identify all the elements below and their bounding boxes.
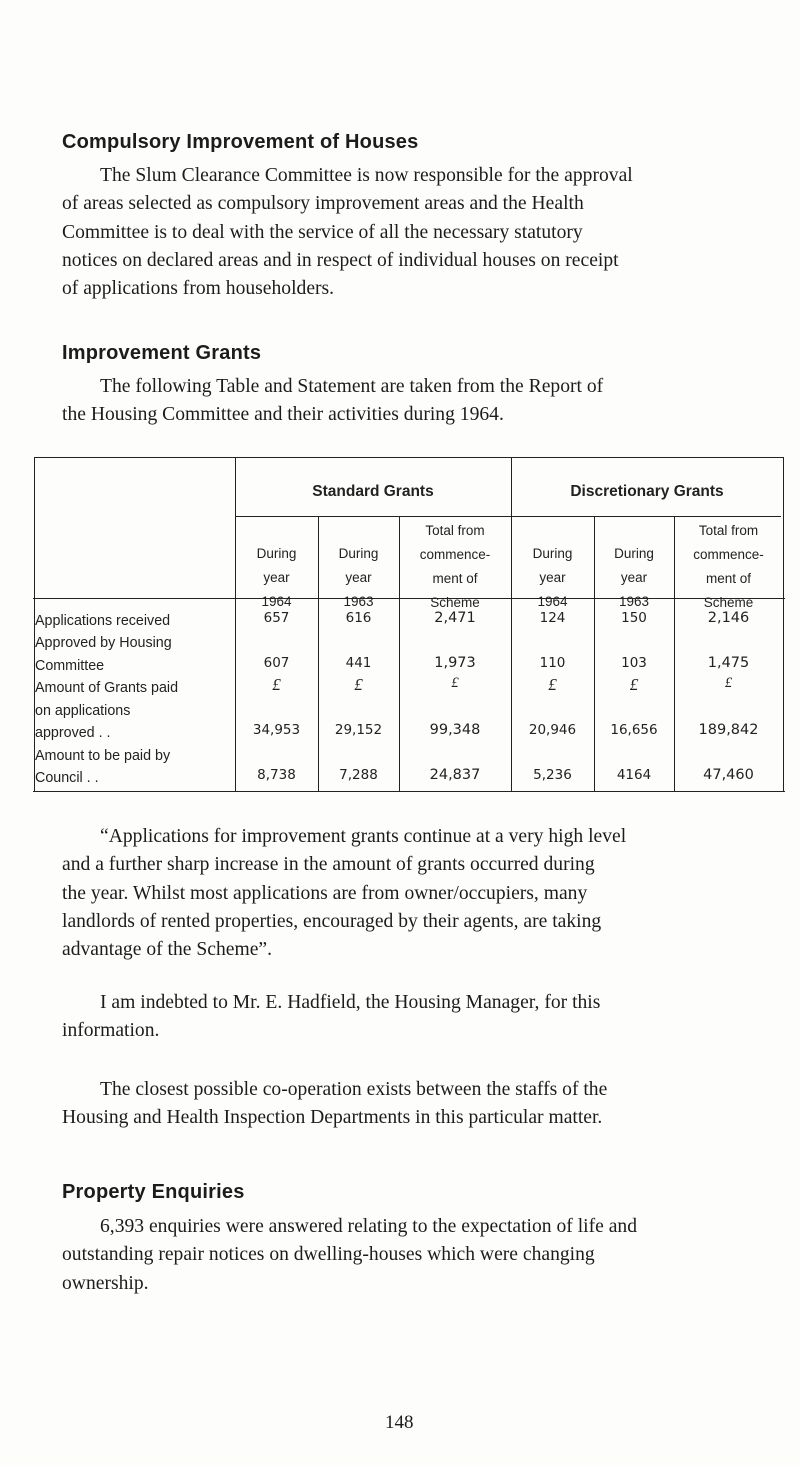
heading-property-enquiries: Property Enquiries xyxy=(62,1181,245,1203)
grants-table xyxy=(33,457,785,793)
text-line: landlords of rented properties, encouraged by their agents, are taking xyxy=(62,910,602,932)
table-header-rule xyxy=(235,516,781,517)
text-line: The following Table and Statement are taken from the Report of xyxy=(100,376,604,397)
column-header xyxy=(511,542,594,614)
row-label: Amount to be paid by xyxy=(35,748,171,764)
column-header-line: 1963 xyxy=(618,594,650,609)
text-line: information. xyxy=(62,1020,160,1042)
cell-applications-received: 2,471 xyxy=(434,610,476,626)
cell-currency-unit: £ xyxy=(272,675,281,694)
paragraph-compulsory xyxy=(62,162,742,303)
cell-amount-to-council: 8,738 xyxy=(257,767,296,783)
cell-applications-received: 616 xyxy=(345,610,372,626)
row-label: Committee xyxy=(35,658,105,674)
paragraph-statement xyxy=(62,823,742,964)
cell-currency-unit: £ xyxy=(629,675,639,694)
cell-applications-received: 150 xyxy=(621,610,647,626)
table-right-rule xyxy=(783,457,784,792)
cell-grants-paid: 20,946 xyxy=(528,722,577,738)
column-header xyxy=(318,542,399,614)
column-header-line: During xyxy=(614,546,654,561)
text-line: The closest possible co-operation exists between the staffs of the xyxy=(100,1079,608,1100)
column-header-line: 1963 xyxy=(343,594,374,609)
paragraph-indebted xyxy=(62,989,742,1046)
column-header-line: ment of xyxy=(705,571,752,586)
paragraph-cooperation xyxy=(62,1076,742,1133)
cell-currency-unit: £ xyxy=(451,675,459,691)
column-header-line: 1964 xyxy=(537,594,568,609)
text-line: 6,393 enquiries were answered relating to the expectation of life and xyxy=(100,1216,637,1237)
row-label: approved . . xyxy=(35,725,111,741)
table-bottom-rule xyxy=(33,791,785,792)
cell-amount-to-council: 4164 xyxy=(616,767,652,783)
text-line: outstanding repair notices on dwelling-houses which were changing xyxy=(62,1244,595,1266)
group-header-standard: Standard Grants xyxy=(312,483,434,500)
text-line: The Slum Clearance Committee is now responsible for the approval xyxy=(100,165,633,186)
cell-grants-paid: 99,348 xyxy=(429,722,481,738)
paragraph-enquiries xyxy=(62,1213,742,1298)
text-line: and a further sharp increase in the amount of grants occurred during xyxy=(62,854,595,876)
row-label: Approved by Housing xyxy=(35,635,172,651)
column-header-line: Scheme xyxy=(703,595,754,610)
column-header-line: Total from xyxy=(698,523,759,538)
group-header-discretionary: Discretionary Grants xyxy=(570,483,724,500)
column-header-line: year xyxy=(539,570,566,585)
cell-currency-unit: £ xyxy=(354,675,363,694)
column-header-line: 1964 xyxy=(261,594,292,609)
cell-grants-paid: 29,152 xyxy=(334,722,383,738)
text-line: the year. Whilst most applications are from owner/occupiers, many xyxy=(62,882,588,904)
row-label: Council . . xyxy=(35,770,99,786)
cell-amount-to-council: 5,236 xyxy=(533,767,572,783)
text-line: ownership. xyxy=(62,1272,149,1294)
row-label: on applications xyxy=(35,703,131,719)
column-header xyxy=(235,542,318,614)
column-header xyxy=(594,542,674,614)
paragraph-grants-intro xyxy=(62,373,742,430)
cell-amount-to-council: 24,837 xyxy=(429,767,481,783)
cell-grants-paid: 189,842 xyxy=(698,722,759,738)
page-number: 148 xyxy=(385,1412,414,1433)
text-line: of applications from householders. xyxy=(62,278,335,300)
cell-amount-to-council: 47,460 xyxy=(703,767,754,783)
text-line: Committee is to deal with the service of all the necessary statutory xyxy=(62,221,583,243)
column-header-line: commence- xyxy=(693,547,764,562)
cell-currency-unit: £ xyxy=(548,675,557,694)
cell-approved-by-committee: 607 xyxy=(263,655,290,671)
row-label: Applications received xyxy=(35,613,171,629)
cell-approved-by-committee: 1,973 xyxy=(434,655,476,671)
heading-compulsory-improvement: Compulsory Improvement of Houses xyxy=(62,131,419,153)
column-header-line: During xyxy=(256,546,297,561)
text-line: the Housing Committee and their activities during 1964. xyxy=(62,404,504,426)
text-line: of areas selected as compulsory improvement areas and the Health xyxy=(62,193,584,215)
cell-applications-received: 124 xyxy=(539,610,566,626)
cell-approved-by-committee: 441 xyxy=(345,655,372,671)
cell-approved-by-committee: 103 xyxy=(621,655,647,671)
cell-amount-to-council: 7,288 xyxy=(339,767,378,783)
cell-grants-paid: 16,656 xyxy=(610,722,658,738)
cell-approved-by-committee: 1,475 xyxy=(707,655,750,671)
text-line: advantage of the Scheme”. xyxy=(62,939,272,961)
cell-applications-received: 657 xyxy=(263,610,290,626)
column-header xyxy=(674,519,783,615)
column-header-line: commence- xyxy=(419,547,491,562)
text-line: Housing and Health Inspection Departments in this particular matter. xyxy=(62,1107,603,1129)
row-label: Amount of Grants paid xyxy=(35,680,179,696)
cell-applications-received: 2,146 xyxy=(707,610,750,626)
cell-currency-unit: £ xyxy=(724,675,733,691)
column-header-line: ment of xyxy=(432,571,478,586)
column-header-line: During xyxy=(338,546,379,561)
column-header xyxy=(399,519,511,615)
column-header-line: During xyxy=(532,546,573,561)
heading-improvement-grants: Improvement Grants xyxy=(62,342,262,364)
text-line: “Applications for improvement grants continue at a very high level xyxy=(100,826,627,847)
column-header-line: year xyxy=(263,570,290,585)
column-header-line: Scheme xyxy=(430,595,480,610)
table-top-rule xyxy=(35,457,783,458)
text-line: I am indebted to Mr. E. Hadfield, the Housing Manager, for this xyxy=(100,992,601,1013)
column-header-line: year xyxy=(345,570,372,585)
column-header-line: year xyxy=(620,570,648,585)
cell-approved-by-committee: 110 xyxy=(539,655,566,671)
column-header-line: Total from xyxy=(425,523,485,538)
cell-grants-paid: 34,953 xyxy=(252,722,301,738)
text-line: notices on declared areas and in respect of individual houses on receipt xyxy=(62,249,619,271)
